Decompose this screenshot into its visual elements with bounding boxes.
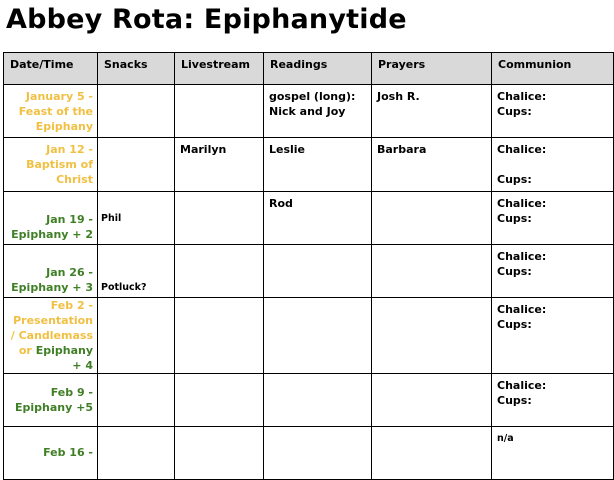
date-feast-label: Feb 2 - Presentation / Candlemass or (10, 299, 93, 357)
prayers-cell[interactable] (372, 85, 492, 138)
table-row (4, 245, 614, 298)
readings-value: Leslie (269, 143, 306, 156)
cups-label: Cups: (497, 394, 532, 407)
readings-value (264, 374, 371, 382)
readings-cell[interactable] (264, 85, 372, 138)
date-cell[interactable]: Feb 16 - (4, 427, 98, 480)
prayers-value: Josh R. (377, 90, 420, 103)
chalice-label: Chalice: (497, 250, 547, 263)
rota-table (3, 52, 614, 480)
communion-cell[interactable] (492, 138, 614, 192)
chalice-label: Chalice: (497, 143, 547, 156)
snacks-cell[interactable] (98, 138, 175, 192)
communion-cell[interactable] (492, 298, 614, 374)
prayers-value (372, 245, 491, 253)
prayers-value (372, 374, 491, 382)
livestream-cell[interactable] (175, 138, 264, 192)
date-cell[interactable]: Jan 12 - Baptism of Christ (4, 138, 98, 192)
prayers-cell[interactable] (372, 245, 492, 298)
livestream-cell[interactable] (175, 374, 264, 427)
communion-cell[interactable] (492, 374, 614, 427)
livestream-cell[interactable] (175, 427, 264, 480)
livestream-value (175, 298, 263, 306)
communion-cell[interactable] (492, 85, 614, 138)
prayers-cell[interactable] (372, 374, 492, 427)
prayers-cell[interactable] (372, 298, 492, 374)
readings-cell[interactable] (264, 192, 372, 245)
readings-value: gospel (long): Nick and Joy (269, 90, 356, 118)
snacks-cell[interactable] (98, 374, 175, 427)
chalice-label: Chalice: (497, 303, 547, 316)
livestream-value (175, 245, 263, 253)
date-cell[interactable]: January 5 - Feast of the Epiphany (4, 85, 98, 138)
table-row (4, 298, 614, 374)
snacks-cell[interactable] (98, 298, 175, 374)
snacks-value: Potluck? (101, 282, 147, 293)
chalice-label: Chalice: (497, 197, 547, 210)
communion-cell[interactable] (492, 245, 614, 298)
snacks-value: Phil (101, 212, 122, 224)
communion-cell[interactable] (492, 427, 614, 480)
communion-na-label: n/a (497, 433, 514, 444)
readings-value (264, 427, 371, 435)
livestream-value (175, 374, 263, 382)
header-prayers: Prayers (372, 53, 492, 85)
readings-cell[interactable] (264, 138, 372, 192)
chalice-label: Chalice: (497, 90, 547, 103)
readings-cell[interactable] (264, 374, 372, 427)
livestream-cell[interactable] (175, 192, 264, 245)
table-row (4, 374, 614, 427)
readings-cell[interactable] (264, 245, 372, 298)
header-communion: Communion (492, 53, 614, 85)
document-title: Abbey Rota: Epiphanytide (6, 4, 407, 35)
date-cell[interactable] (4, 298, 98, 374)
prayers-cell[interactable] (372, 427, 492, 480)
header-row (4, 53, 614, 85)
livestream-value (175, 192, 263, 200)
cups-label: Cups: (497, 318, 532, 331)
prayers-cell[interactable] (372, 192, 492, 245)
livestream-value (175, 427, 263, 435)
readings-value (264, 298, 371, 306)
snacks-cell[interactable] (98, 85, 175, 138)
readings-value: Rod (269, 197, 293, 210)
prayers-value (372, 192, 491, 200)
date-cell[interactable]: Jan 19 - Epiphany + 2 (4, 192, 98, 245)
cups-label: Cups: (497, 173, 532, 186)
readings-cell[interactable] (264, 427, 372, 480)
table-row (4, 192, 614, 245)
header-readings: Readings (264, 53, 372, 85)
cups-label: Cups: (497, 105, 532, 118)
livestream-cell[interactable] (175, 245, 264, 298)
communion-cell[interactable] (492, 192, 614, 245)
header-snacks: Snacks (98, 53, 175, 85)
readings-cell[interactable] (264, 298, 372, 374)
livestream-value (175, 85, 263, 93)
livestream-cell[interactable] (175, 85, 264, 138)
prayers-cell[interactable] (372, 138, 492, 192)
chalice-label: Chalice: (497, 379, 547, 392)
date-cell[interactable]: Jan 26 - Epiphany + 3 (4, 245, 98, 298)
readings-value (264, 245, 371, 253)
snacks-cell[interactable] (98, 427, 175, 480)
rota-sheet (3, 52, 600, 459)
cups-label: Cups: (497, 265, 532, 278)
prayers-value (372, 427, 491, 435)
table-row (4, 427, 614, 480)
header-livestream: Livestream (175, 53, 264, 85)
table-row (4, 85, 614, 138)
date-cell[interactable]: Feb 9 - Epiphany +5 (4, 374, 98, 427)
snacks-cell[interactable] (98, 245, 175, 298)
livestream-value: Marilyn (180, 143, 227, 156)
cups-label: Cups: (497, 212, 532, 225)
livestream-cell[interactable] (175, 298, 264, 374)
date-season-label: Epiphany + 4 (35, 344, 93, 372)
snacks-cell[interactable] (98, 192, 175, 245)
table-row (4, 138, 614, 192)
prayers-value: Barbara (377, 143, 427, 156)
prayers-value (372, 298, 491, 306)
header-date: Date/Time (4, 53, 98, 85)
